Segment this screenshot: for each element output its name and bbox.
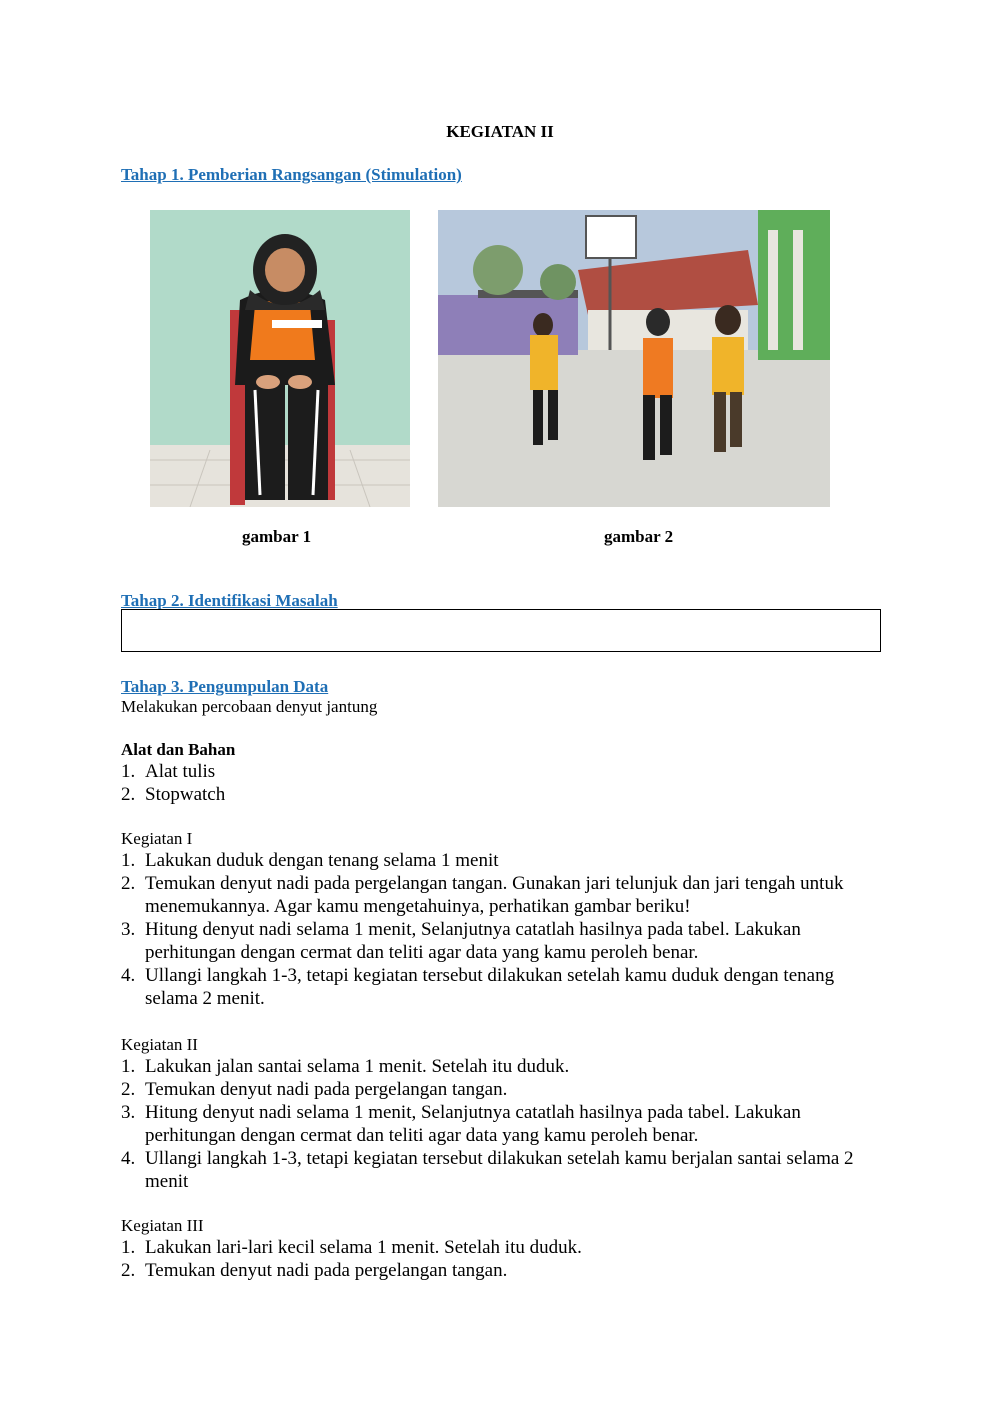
list-item: 3. Hitung denyut nadi selama 1 menit, Selanjutnya catatlah hasilnya pada tabel. Lakukan perhitungan dengan cermat dan teliti agar data yang kamu peroleh benar. [121, 919, 801, 963]
activity1-label: Kegiatan I [121, 829, 193, 848]
list-item: 1. Lakukan duduk dengan tenang selama 1 menit [121, 850, 499, 871]
list-item: 1. Lakukan lari-lari kecil selama 1 menit. Setelah itu duduk. [121, 1237, 582, 1258]
list-item: 2. Temukan denyut nadi pada pergelangan tangan. [121, 1079, 508, 1100]
tools-list [121, 760, 891, 806]
stage2-heading: Tahap 2. Identifikasi Masalah [121, 591, 338, 610]
tools-heading: Alat dan Bahan [121, 740, 236, 759]
stage1-heading: Tahap 1. Pemberian Rangsangan (Stimulation) [121, 165, 462, 184]
figure-1-caption: gambar 1 [242, 527, 312, 546]
list-item: 3. Hitung denyut nadi selama 1 menit, Selanjutnya catatlah hasilnya pada tabel. Lakukan perhitungan dengan cermat dan teliti agar data yang kamu peroleh benar. [121, 1102, 801, 1146]
list-item: 2. Temukan denyut nadi pada pergelangan tangan. [121, 1260, 508, 1281]
list-item: 2. Temukan denyut nadi pada pergelangan tangan. Gunakan jari telunjuk dan jari tengah untuk menemukannya. Agar kamu mengetahuinya, perhatikan gambar beriku! [121, 873, 844, 917]
figure-1-photo [150, 210, 410, 507]
list-item: 1. Lakukan jalan santai selama 1 menit. Setelah itu duduk. [121, 1056, 570, 1077]
photo-students-running-icon [438, 210, 830, 507]
activity1-steps [121, 849, 891, 1010]
list-item: 4. Ullangi langkah 1-3, tetapi kegiatan tersebut dilakukan setelah kamu berjalan santai selama 2 menit [121, 1148, 854, 1192]
list-item: 4. Ullangi langkah 1-3, tetapi kegiatan tersebut dilakukan setelah kamu duduk dengan tenang selama 2 menit. [121, 965, 835, 1009]
activity2-label: Kegiatan II [121, 1035, 198, 1054]
problem-identification-input[interactable] [121, 609, 881, 652]
stage3-intro: Melakukan percobaan denyut jantung [121, 697, 378, 716]
activity3-label: Kegiatan III [121, 1216, 204, 1235]
figure-2-caption: gambar 2 [604, 527, 674, 546]
page-title: KEGIATAN II [446, 122, 554, 141]
figure-2-photo [438, 210, 830, 507]
photo-person-sitting-icon [150, 210, 410, 507]
activity3-steps [121, 1236, 891, 1282]
list-item: 2. Stopwatch [121, 784, 226, 805]
stage3-heading: Tahap 3. Pengumpulan Data [121, 677, 329, 696]
activity2-steps [121, 1055, 891, 1193]
list-item: 1. Alat tulis [121, 761, 216, 782]
